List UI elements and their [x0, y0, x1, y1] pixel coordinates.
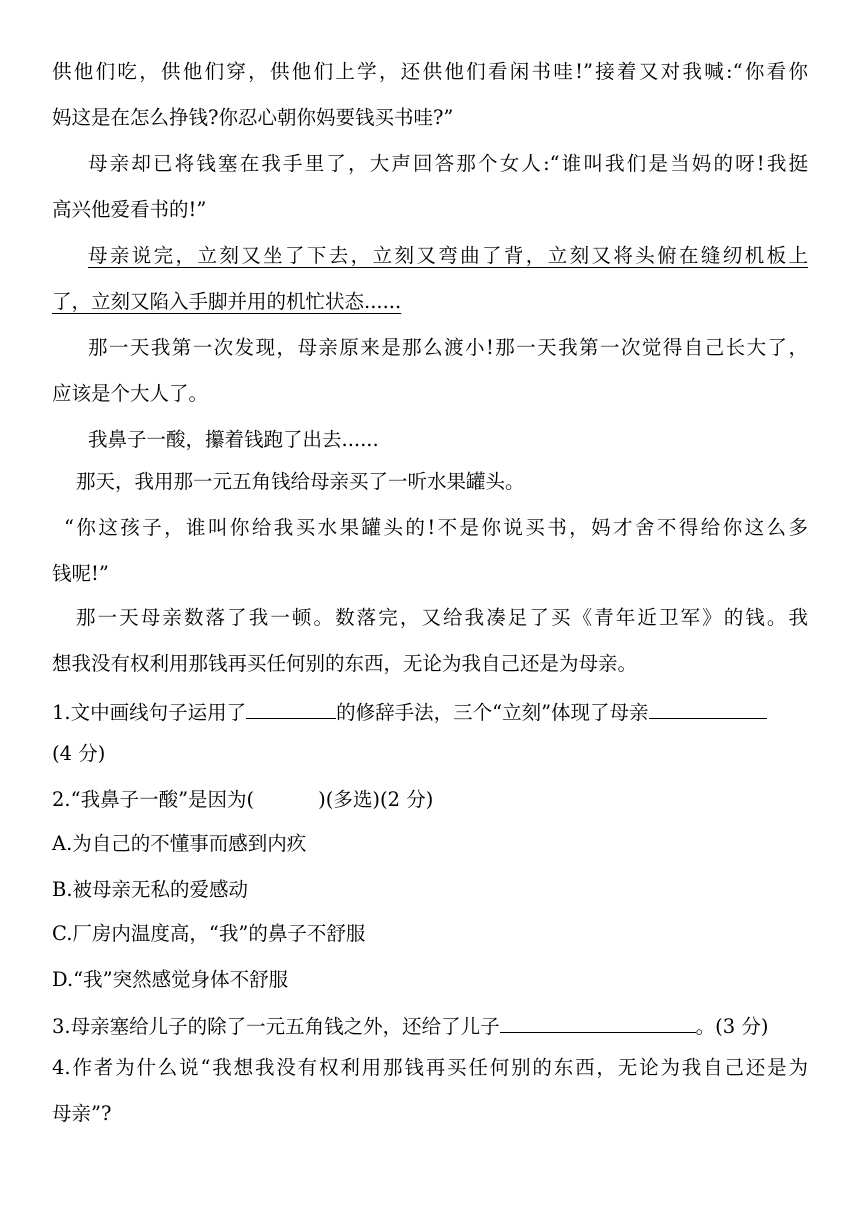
question-4: 4.作者为什么说“我想我没有权利用那钱再买任何别的东西，无论为我自己还是为 [52, 1056, 808, 1079]
question-text: 。(3 分) [695, 1015, 769, 1038]
question-text: 的修辞手法，三个“立刻”体现了母亲 [336, 701, 649, 724]
option-a: A.为自己的不懂事而感到内疚 [52, 832, 307, 855]
passage-line: 想我没有权利用那钱再买任何别的东西，无论为我自己还是为母亲。 [52, 652, 638, 675]
passage-line: 那一天我第一次发现，母亲原来是那么渡小!那一天我第一次觉得自己长大了， [88, 336, 808, 359]
passage-line: 供他们吃，供他们穿，供他们上学，还供他们看闲书哇!”接着又对我喊:“你看你 [52, 60, 808, 83]
question-text: 2.“我鼻子一酸”是因为( [52, 788, 255, 811]
passage-line: “你这孩子，谁叫你给我买水果罐头的!不是你说买书，妈才舍不得给你这么多 [64, 516, 808, 539]
answer-blank[interactable] [246, 696, 336, 719]
passage-line: 我鼻子一酸，攥着钱跑了出去...... [88, 428, 379, 451]
question-text: 1.文中画线句子运用了 [52, 701, 247, 724]
option-b: B.被母亲无私的爱感动 [52, 878, 249, 901]
question-1 [52, 696, 767, 724]
passage-line: 高兴他爱看书的!” [52, 198, 207, 221]
question-3 [52, 1010, 768, 1038]
question-4: 母亲”? [52, 1102, 112, 1125]
underlined-sentence: 母亲说完，立刻又坐了下去，立刻又弯曲了背，立刻又将头俯在缝纫机板上 [88, 244, 808, 267]
question-score: (4 分) [52, 742, 106, 765]
answer-blank[interactable] [500, 1010, 696, 1033]
question-text: 3.母亲塞给儿子的除了一元五角钱之外，还给了儿子 [52, 1015, 500, 1038]
passage-line: 那一天母亲数落了我一顿。数落完，又给我凑足了买《青年近卫军》的钱。我 [76, 606, 808, 629]
passage-line: 钱呢!” [52, 562, 109, 585]
passage-line: 那天，我用那一元五角钱给母亲买了一听水果罐头。 [76, 470, 525, 493]
answer-blank[interactable] [649, 696, 767, 719]
option-c: C.厂房内温度高，“我”的鼻子不舒服 [52, 922, 366, 945]
question-2 [52, 786, 433, 814]
passage-line: 母亲却已将钱塞在我手里了，大声回答那个女人:“谁叫我们是当妈的呀!我挺 [88, 152, 808, 175]
underlined-sentence: 了，立刻又陷入手脚并用的机忙状态...... [52, 290, 402, 313]
passage-line: 妈这是在怎么挣钱?你忍心朝你妈要钱买书哇?” [52, 106, 454, 129]
question-text: )(多选)(2 分) [318, 788, 434, 811]
passage-line: 应该是个大人了。 [52, 382, 209, 405]
option-d: D.“我”突然感觉身体不舒服 [52, 968, 289, 991]
